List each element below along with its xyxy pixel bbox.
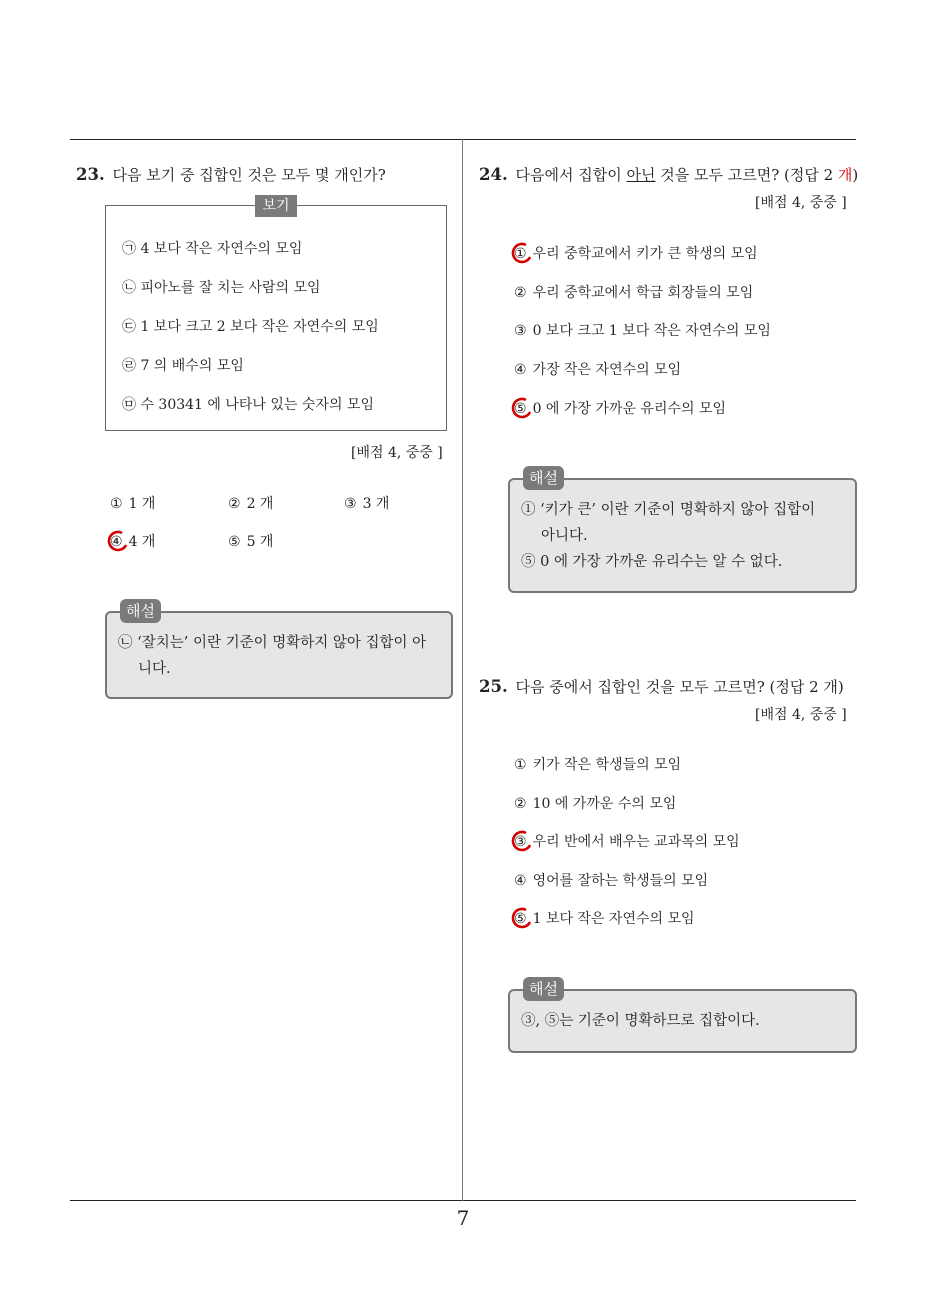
option-number: ④ <box>110 534 123 550</box>
q23-explanation-line: 니다. <box>138 661 171 677</box>
answer-circle-icon <box>510 241 534 265</box>
option-text: 10 에 가까운 수의 모임 <box>532 796 677 812</box>
q23-bogi-item: ㉢ 1 보다 크고 2 보다 작은 자연수의 모임 <box>122 319 379 335</box>
q24-title-before: 다음에서 집합이 <box>515 166 627 184</box>
q25-number: 25. <box>479 677 508 696</box>
q23-title-text: 다음 보기 중 집합인 것은 모두 몇 개인가? <box>112 166 386 184</box>
q23-number: 23. <box>76 165 105 184</box>
q24-option-1[interactable] <box>514 243 758 263</box>
q24-title-underlined: 아닌 <box>626 166 656 184</box>
q25-option-5[interactable] <box>514 908 695 928</box>
bottom-rule <box>70 1200 856 1201</box>
q25-option-3[interactable] <box>514 831 740 851</box>
q23-bogi-label: 보기 <box>255 195 297 217</box>
q24-number: 24. <box>479 165 508 184</box>
q25-score: [배점 4, 중중 ] <box>755 707 847 723</box>
q24-explanation-label: 해설 <box>523 466 564 490</box>
option-number: ④ <box>514 873 527 889</box>
option-number: ② <box>228 496 241 512</box>
q24-score: [배점 4, 중중 ] <box>755 195 847 211</box>
q23-score: [배점 4, 중중 ] <box>351 445 443 461</box>
option-text: 1 보다 작은 자연수의 모임 <box>532 911 695 927</box>
q25-option-1[interactable] <box>514 754 681 774</box>
q23-title <box>76 164 386 185</box>
option-number-marked <box>514 246 527 262</box>
q23-bogi-item: ㉠ 4 보다 작은 자연수의 모임 <box>122 241 303 257</box>
option-text: 영어를 잘하는 학생들의 모임 <box>532 873 709 889</box>
option-number: ① <box>110 496 123 512</box>
q24-explanation-line: 아니다. <box>541 528 588 544</box>
q24-option-5[interactable] <box>514 398 726 418</box>
option-number: ① <box>514 246 527 262</box>
q24-title-end: ) <box>852 166 859 184</box>
q25-title <box>479 676 844 697</box>
q24-title-count-word: 개 <box>837 166 853 184</box>
q23-option-5[interactable] <box>228 531 273 551</box>
answer-circle-icon <box>510 396 534 420</box>
option-text: 우리 중학교에서 학급 회장들의 모임 <box>532 285 754 301</box>
option-number-marked <box>514 401 527 417</box>
page-number: 7 <box>456 1206 470 1230</box>
top-rule <box>70 139 856 140</box>
option-number: ③ <box>514 834 527 850</box>
q23-explanation-label: 해설 <box>120 599 161 623</box>
option-number: ⑤ <box>514 911 527 927</box>
q23-bogi-item: ㉣ 7 의 배수의 모임 <box>122 358 244 374</box>
option-text: 5 개 <box>246 534 274 550</box>
q23-bogi-item: ㉡ 피아노를 잘 치는 사람의 모임 <box>122 280 321 296</box>
q25-title-text: 다음 중에서 집합인 것을 모두 고르면? (정답 2 개) <box>515 678 844 696</box>
q24-explanation-line: ⑤ 0 에 가장 가까운 유리수는 알 수 없다. <box>521 554 783 570</box>
answer-circle-icon <box>510 906 534 930</box>
option-number-marked <box>514 834 527 850</box>
q24-option-4[interactable] <box>514 359 681 379</box>
option-number: ① <box>514 757 527 773</box>
column-divider <box>462 139 463 1201</box>
q25-explanation-label: 해설 <box>523 977 564 1001</box>
option-text: 4 개 <box>128 534 156 550</box>
q24-option-3[interactable] <box>514 320 771 340</box>
answer-circle-icon <box>106 529 130 553</box>
q23-option-1[interactable] <box>110 493 155 513</box>
option-number: ⑤ <box>228 534 241 550</box>
option-text: 가장 작은 자연수의 모임 <box>532 362 682 378</box>
option-text: 3 개 <box>362 496 390 512</box>
option-number: ④ <box>514 362 527 378</box>
q24-title-after: 것을 모두 고르면? (정답 2 <box>655 166 838 184</box>
option-text: 0 에 가장 가까운 유리수의 모임 <box>532 401 727 417</box>
q23-option-4[interactable] <box>110 531 155 551</box>
q24-option-2[interactable] <box>514 282 753 302</box>
q24-title <box>479 164 858 185</box>
option-text: 우리 반에서 배우는 교과목의 모임 <box>532 834 740 850</box>
q23-bogi-item: ㉤ 수 30341 에 나타나 있는 숫자의 모임 <box>122 397 374 413</box>
option-number: ⑤ <box>514 401 527 417</box>
q25-option-2[interactable] <box>514 793 676 813</box>
q23-explanation-line: ㉡ ‘잘치는’ 이란 기준이 명확하지 않아 집합이 아 <box>118 635 427 651</box>
q23-option-2[interactable] <box>228 493 273 513</box>
option-number: ③ <box>344 496 357 512</box>
q24-explanation-line: ① ‘키가 큰’ 이란 기준이 명확하지 않아 집합이 <box>521 502 816 518</box>
option-text: 1 개 <box>128 496 156 512</box>
q23-option-3[interactable] <box>344 493 389 513</box>
option-number-marked <box>514 911 527 927</box>
option-number: ② <box>514 796 527 812</box>
option-number: ② <box>514 285 527 301</box>
option-number: ③ <box>514 323 527 339</box>
option-number-marked <box>110 534 123 550</box>
answer-circle-icon <box>510 829 534 853</box>
option-text: 2 개 <box>246 496 274 512</box>
q25-option-4[interactable] <box>514 870 708 890</box>
option-text: 0 보다 크고 1 보다 작은 자연수의 모임 <box>532 323 771 339</box>
option-text: 키가 작은 학생들의 모임 <box>532 757 682 773</box>
q25-explanation-line: ③, ⑤는 기준이 명확하므로 집합이다. <box>521 1013 760 1029</box>
option-text: 우리 중학교에서 키가 큰 학생의 모임 <box>532 246 758 262</box>
